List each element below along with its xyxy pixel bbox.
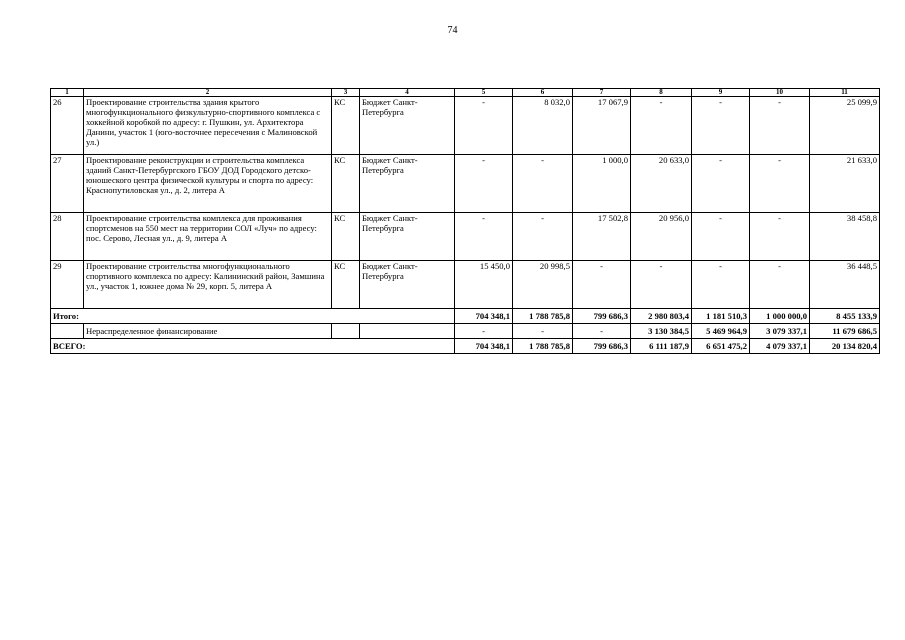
- row-value-c8: 20 633,0: [631, 155, 692, 213]
- row-value-c6: 8 032,0: [513, 97, 573, 155]
- row-number: 28: [51, 213, 84, 261]
- row-value-c11: 21 633,0: [810, 155, 880, 213]
- row-value-c5: -: [455, 155, 513, 213]
- unallocated-empty-cell: [360, 324, 455, 339]
- row-type: КС: [332, 97, 360, 155]
- row-type: КС: [332, 213, 360, 261]
- unallocated-value-c6: -: [513, 324, 573, 339]
- row-value-c11: 38 458,8: [810, 213, 880, 261]
- unallocated-value-c10: 3 079 337,1: [750, 324, 810, 339]
- row-number: 29: [51, 261, 84, 309]
- itogo-value-c5: 704 348,1: [455, 309, 513, 324]
- column-header-1: 1: [51, 89, 84, 97]
- row-value-c7: 1 000,0: [573, 155, 631, 213]
- unallocated-row: [51, 324, 880, 339]
- itogo-value-c9: 1 181 510,3: [692, 309, 750, 324]
- row-value-c9: -: [692, 97, 750, 155]
- row-value-c6: -: [513, 155, 573, 213]
- row-value-c10: -: [750, 155, 810, 213]
- column-number-row: [51, 89, 880, 97]
- row-value-c11: 36 448,5: [810, 261, 880, 309]
- row-value-c5: -: [455, 213, 513, 261]
- unallocated-value-c5: -: [455, 324, 513, 339]
- row-value-c5: 15 450,0: [455, 261, 513, 309]
- column-header-9: 9: [692, 89, 750, 97]
- unallocated-label: Нераспределенное финансирование: [84, 324, 332, 339]
- row-value-c9: -: [692, 213, 750, 261]
- row-value-c7: 17 067,9: [573, 97, 631, 155]
- unallocated-empty-cell: [51, 324, 84, 339]
- row-description: Проектирование строительства комплекса для проживания спортсменов на 550 мест на территории СОЛ «Луч» по адресу: пос. Серово, Лесная ул., д. 9, литера А: [84, 213, 332, 261]
- unallocated-value-c11: 11 679 686,5: [810, 324, 880, 339]
- row-funding-source: Бюджет Санкт-Петербурга: [360, 261, 455, 309]
- row-funding-source: Бюджет Санкт-Петербурга: [360, 213, 455, 261]
- page-number: 74: [447, 25, 458, 36]
- row-type: КС: [332, 155, 360, 213]
- itogo-value-c10: 1 000 000,0: [750, 309, 810, 324]
- itogo-row: [51, 309, 880, 324]
- vsego-value-c9: 6 651 475,2: [692, 339, 750, 354]
- column-header-2: 2: [84, 89, 332, 97]
- row-value-c10: -: [750, 213, 810, 261]
- column-header-6: 6: [513, 89, 573, 97]
- column-header-10: 10: [750, 89, 810, 97]
- vsego-row: [51, 339, 880, 354]
- row-type: КС: [332, 261, 360, 309]
- table-row: [51, 155, 880, 213]
- table-row: [51, 261, 880, 309]
- vsego-label: ВСЕГО:: [51, 339, 455, 354]
- column-header-5: 5: [455, 89, 513, 97]
- vsego-value-c6: 1 788 785,8: [513, 339, 573, 354]
- table-row: [51, 97, 880, 155]
- row-value-c7: 17 502,8: [573, 213, 631, 261]
- row-value-c9: -: [692, 261, 750, 309]
- column-header-7: 7: [573, 89, 631, 97]
- row-description: Проектирование строительства здания крытого многофункционального физкультурно-спортивного комплекса с хоккейной коробкой по адресу: г. Пушкин, ул. Архитектора Данини, участок 1 (юго-восточнее пересечения с Малиновской ул.): [84, 97, 332, 155]
- row-value-c11: 25 099,9: [810, 97, 880, 155]
- vsego-value-c8: 6 111 187,9: [631, 339, 692, 354]
- row-value-c6: 20 998,5: [513, 261, 573, 309]
- row-value-c9: -: [692, 155, 750, 213]
- row-value-c10: -: [750, 261, 810, 309]
- budget-table: [50, 88, 880, 354]
- row-value-c8: -: [631, 97, 692, 155]
- row-value-c8: 20 956,0: [631, 213, 692, 261]
- unallocated-empty-cell: [332, 324, 360, 339]
- row-value-c10: -: [750, 97, 810, 155]
- row-funding-source: Бюджет Санкт-Петербурга: [360, 155, 455, 213]
- vsego-value-c10: 4 079 337,1: [750, 339, 810, 354]
- vsego-value-c5: 704 348,1: [455, 339, 513, 354]
- row-value-c8: -: [631, 261, 692, 309]
- table-row: [51, 213, 880, 261]
- row-funding-source: Бюджет Санкт-Петербурга: [360, 97, 455, 155]
- unallocated-value-c9: 5 469 964,9: [692, 324, 750, 339]
- row-number: 26: [51, 97, 84, 155]
- column-header-4: 4: [360, 89, 455, 97]
- unallocated-value-c8: 3 130 384,5: [631, 324, 692, 339]
- column-header-11: 11: [810, 89, 880, 97]
- column-header-8: 8: [631, 89, 692, 97]
- unallocated-value-c7: -: [573, 324, 631, 339]
- itogo-label: Итого:: [51, 309, 455, 324]
- row-description: Проектирование реконструкции и строительства комплекса зданий Санкт-Петербургского ГБОУ ДОД Городского детско-юношеского центра физической культуры и спорта по адресу: Краснопутиловская ул., д. 2, литера А: [84, 155, 332, 213]
- itogo-value-c7: 799 686,3: [573, 309, 631, 324]
- row-value-c6: -: [513, 213, 573, 261]
- vsego-value-c7: 799 686,3: [573, 339, 631, 354]
- row-value-c5: -: [455, 97, 513, 155]
- vsego-value-c11: 20 134 820,4: [810, 339, 880, 354]
- row-description: Проектирование строительства многофункционального спортивного комплекса по адресу: Калининский район, Замшина ул., участок 1, южнее дома № 29, корп. 5, литера А: [84, 261, 332, 309]
- itogo-value-c6: 1 788 785,8: [513, 309, 573, 324]
- itogo-value-c8: 2 980 803,4: [631, 309, 692, 324]
- row-number: 27: [51, 155, 84, 213]
- row-value-c7: -: [573, 261, 631, 309]
- itogo-value-c11: 8 455 133,9: [810, 309, 880, 324]
- column-header-3: 3: [332, 89, 360, 97]
